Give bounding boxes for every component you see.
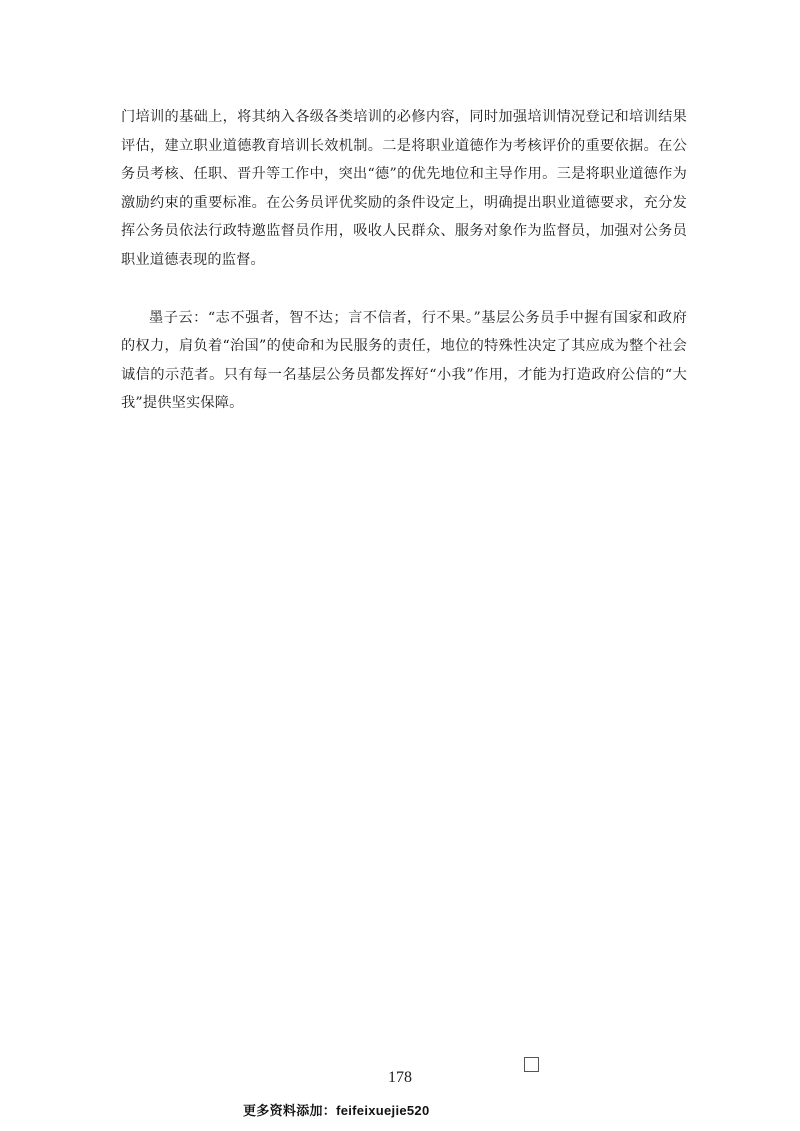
body-paragraph: 墨子云：“志不强者，智不达；言不信者，行不果。”基层公务员手中握有国家和政府的权力，肩负着“治国”的使命和为民服务的责任，地位的特殊性决定了其应成为整个社会诚信的示范者。只有每一名基层公务员都发挥好“小我”作用，才能为打造政府公信的“大我”提供坚实保障。 — [121, 309, 687, 412]
body-paragraph: 门培训的基础上，将其纳入各级各类培训的必修内容，同时加强培训情况登记和培训结果评估，建立职业道德教育培训长效机制。二是将职业道德作为考核评价的重要依据。在公务员考核、任职、晋升等工作中，突出“德”的优先地位和主导作用。三是将职业道德作为激励约束的重要标准。在公务员评优奖励的条件设定上，明确提出职业道德要求，充分发挥公务员依法行政特邀监督员作用，吸收人民群众、服务对象作为监督员，加强对公务员职业道德表现的监督。 — [121, 109, 687, 268]
footer-contact-note: 更多资料添加：feifeixuejie520 — [243, 1103, 430, 1118]
page-number: 178 — [388, 1069, 412, 1086]
checkbox[interactable] — [524, 1057, 539, 1072]
document-body — [121, 103, 687, 418]
